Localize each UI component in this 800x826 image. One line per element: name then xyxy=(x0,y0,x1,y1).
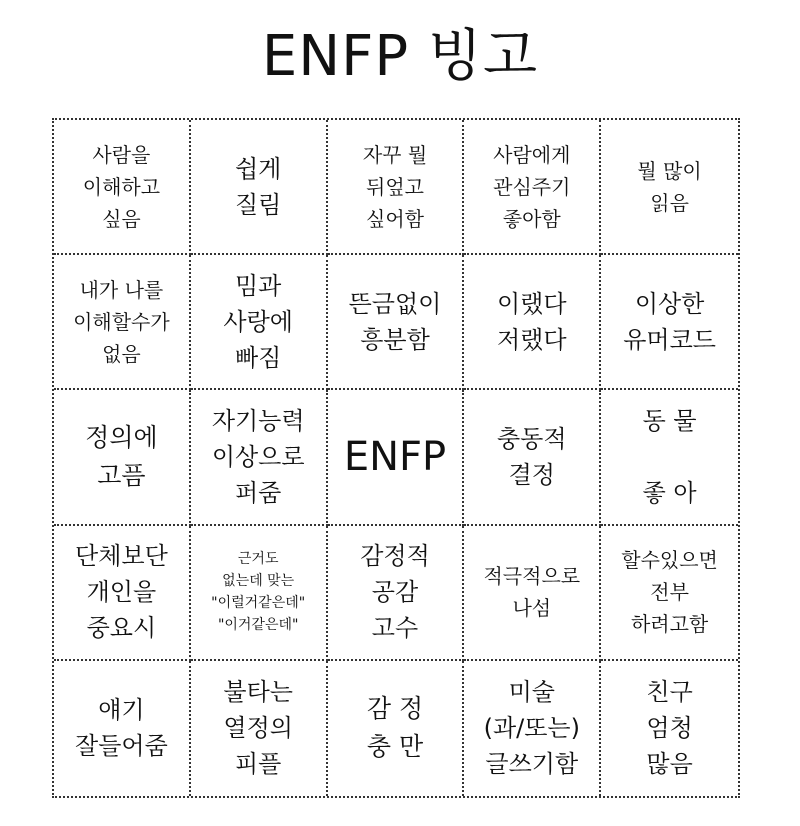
bingo-cell: 충동적 결정 xyxy=(464,390,601,525)
bingo-center-cell: ENFP xyxy=(328,390,465,525)
page-title: ENFP 빙고 xyxy=(261,24,539,89)
bingo-cell: 감정적 공감 고수 xyxy=(328,526,465,661)
bingo-cell: 친구 엄청 많음 xyxy=(646,678,693,779)
bingo-cell: 뭘 많이 읽음 xyxy=(601,120,738,255)
bingo-cell: 정의에 고픔 xyxy=(54,390,191,525)
bingo-cell: 미술 (과/또는) 글쓰기함 xyxy=(464,661,601,796)
bingo-cell: 자꾸 뭘 뒤엎고 싶어함 xyxy=(328,120,465,255)
bingo-cell: 적극적으로 나섬 xyxy=(464,526,601,661)
bingo-cell: 동 물 좋 아 xyxy=(601,390,738,525)
bingo-cell: 근거도 없는데 맞는 "이럴거같은데" "이거같은데" xyxy=(191,526,328,661)
bingo-cell: 단체보단 개인을 중요시 xyxy=(54,526,191,661)
bingo-cell: 이랬다 저랬다 xyxy=(464,255,601,390)
bingo-cell: 할수있으면 전부 하려고함 xyxy=(601,526,738,661)
bingo-cell: 불타는 열정의 피플 xyxy=(191,661,328,796)
bingo-cell: 밈과 사랑에 빠짐 xyxy=(191,255,328,390)
bingo-cell: 사람에게 관심주기 좋아함 xyxy=(464,120,601,255)
bingo-cell: 내가 나를 이해할수가 없음 xyxy=(54,255,191,390)
bingo-cell: 얘기 잘들어줌 xyxy=(54,661,191,796)
bingo-board xyxy=(52,118,740,798)
bingo-cell: 뜬금없이 흥분함 xyxy=(328,255,465,390)
bingo-cell: 이상한 유머코드 xyxy=(601,255,738,390)
bingo-cell: 감 정 충 만 xyxy=(328,661,465,796)
bingo-cell: 사람을 이해하고 싶음 xyxy=(54,120,191,255)
bingo-cell: 자기능력 이상으로 퍼줌 xyxy=(191,390,328,525)
bingo-cell: 쉽게 질림 xyxy=(191,120,328,255)
